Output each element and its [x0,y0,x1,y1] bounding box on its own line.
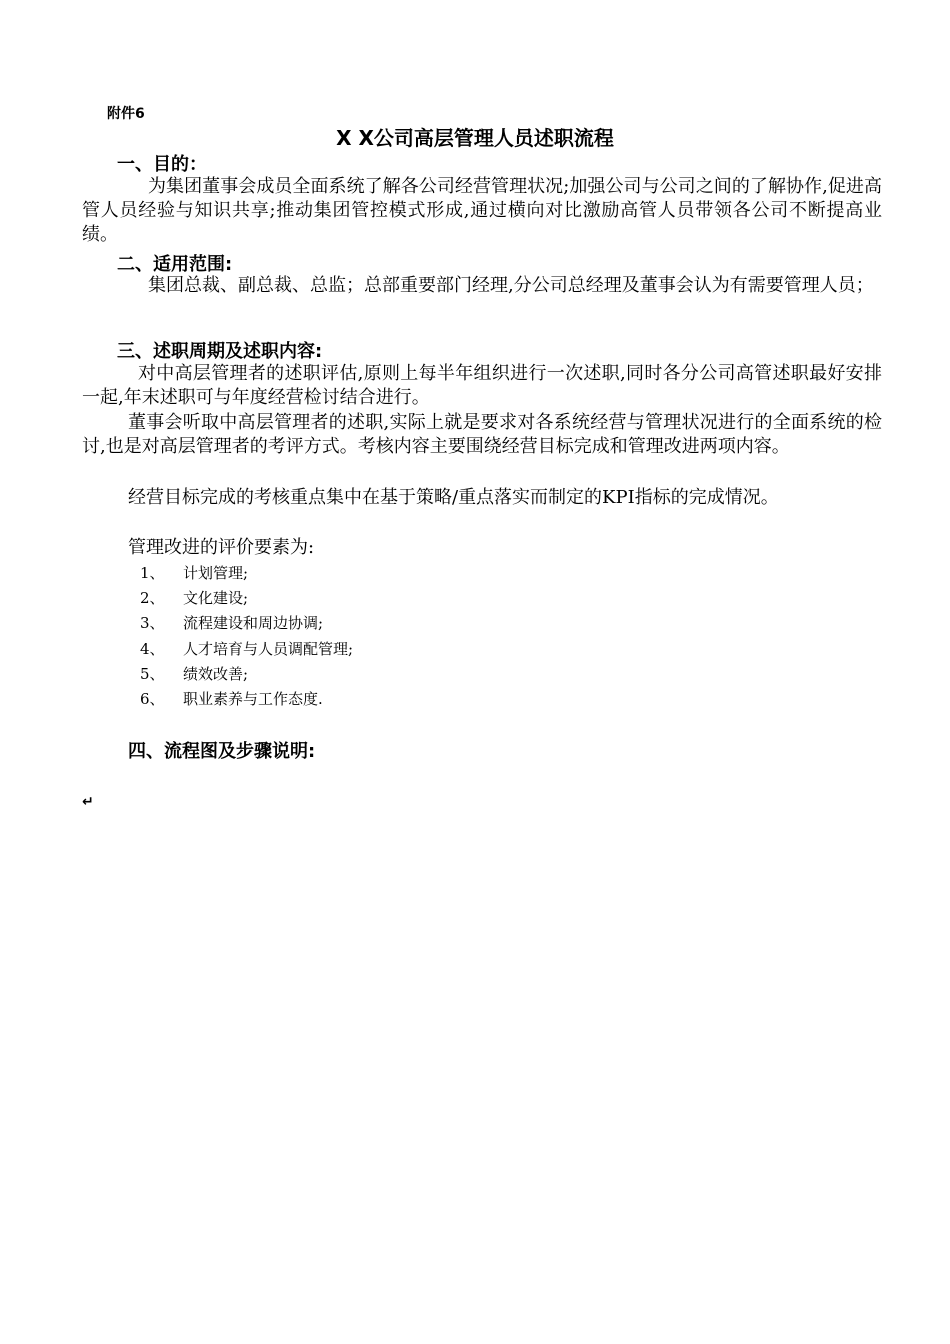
cycle-paragraph-2: 董事会听取中高层管理者的述职,实际上就是要求对各系统经营与管理状况进行的全面系统的检讨,也是对高层管理者的考评方式。考核内容主要围绕经营目标完成和管理改进两项内容。 [82,412,882,457]
section-heading-cycle: 三、述职周期及述职内容: [117,341,323,362]
list-item-text: 计划管理; [183,564,249,582]
list-item [140,561,353,586]
purpose-paragraph: 为集团董事会成员全面系统了解各公司经营管理状况;加强公司与公司之间的了解协作,促进高管人员经验与知识共享;推动集团管控模式形成,通过横向对比激励高管人员带领各公司不断提高业绩。 [82,176,882,245]
scope-paragraph: 集团总裁、副总裁、总监；总部重要部门经理,分公司总经理及董事会认为有需要管理人员； [148,275,874,296]
attachment-label: 附件6 [107,106,145,122]
list-item-number: 6、 [140,690,165,709]
cycle-paragraph-1: 对中高层管理者的述职评估,原则上每半年组织进行一次述职,同时各分公司高管述职最好安排一起,年末述职可与年度经营检讨结合进行。 [82,363,882,408]
list-item-text: 流程建设和周边协调; [183,614,324,633]
list-item [140,586,353,611]
list-item [140,611,353,636]
cycle-paragraph-4: 管理改进的评价要素为: [128,537,315,558]
paragraph-mark-icon: ↵ [82,794,94,810]
section-heading-scope: 二、适用范围: [117,254,233,275]
list-item-text: 人才培育与人员调配管理; [183,639,354,658]
list-item [140,687,353,712]
list-item [140,662,353,687]
list-item [140,637,353,662]
list-item-number: 3、 [140,614,165,633]
list-item-number: 4、 [140,639,165,658]
section-heading-flow: 四、流程图及步骤说明: [128,741,316,762]
evaluation-list [140,561,353,712]
page-title: X X公司高层管理人员述职流程 [336,126,614,150]
section-heading-purpose: 一、目的： [117,154,207,175]
list-item-number: 2、 [140,589,165,608]
list-item-text: 绩效改善; [183,664,249,683]
list-item-number: 1、 [140,564,165,582]
cycle-paragraph-3: 经营目标完成的考核重点集中在基于策略/重点落实而制定的KPI指标的完成情况。 [128,487,779,508]
list-item-text: 文化建设; [183,589,249,608]
list-item-number: 5、 [140,664,165,683]
list-item-text: 职业素养与工作态度. [183,690,323,709]
